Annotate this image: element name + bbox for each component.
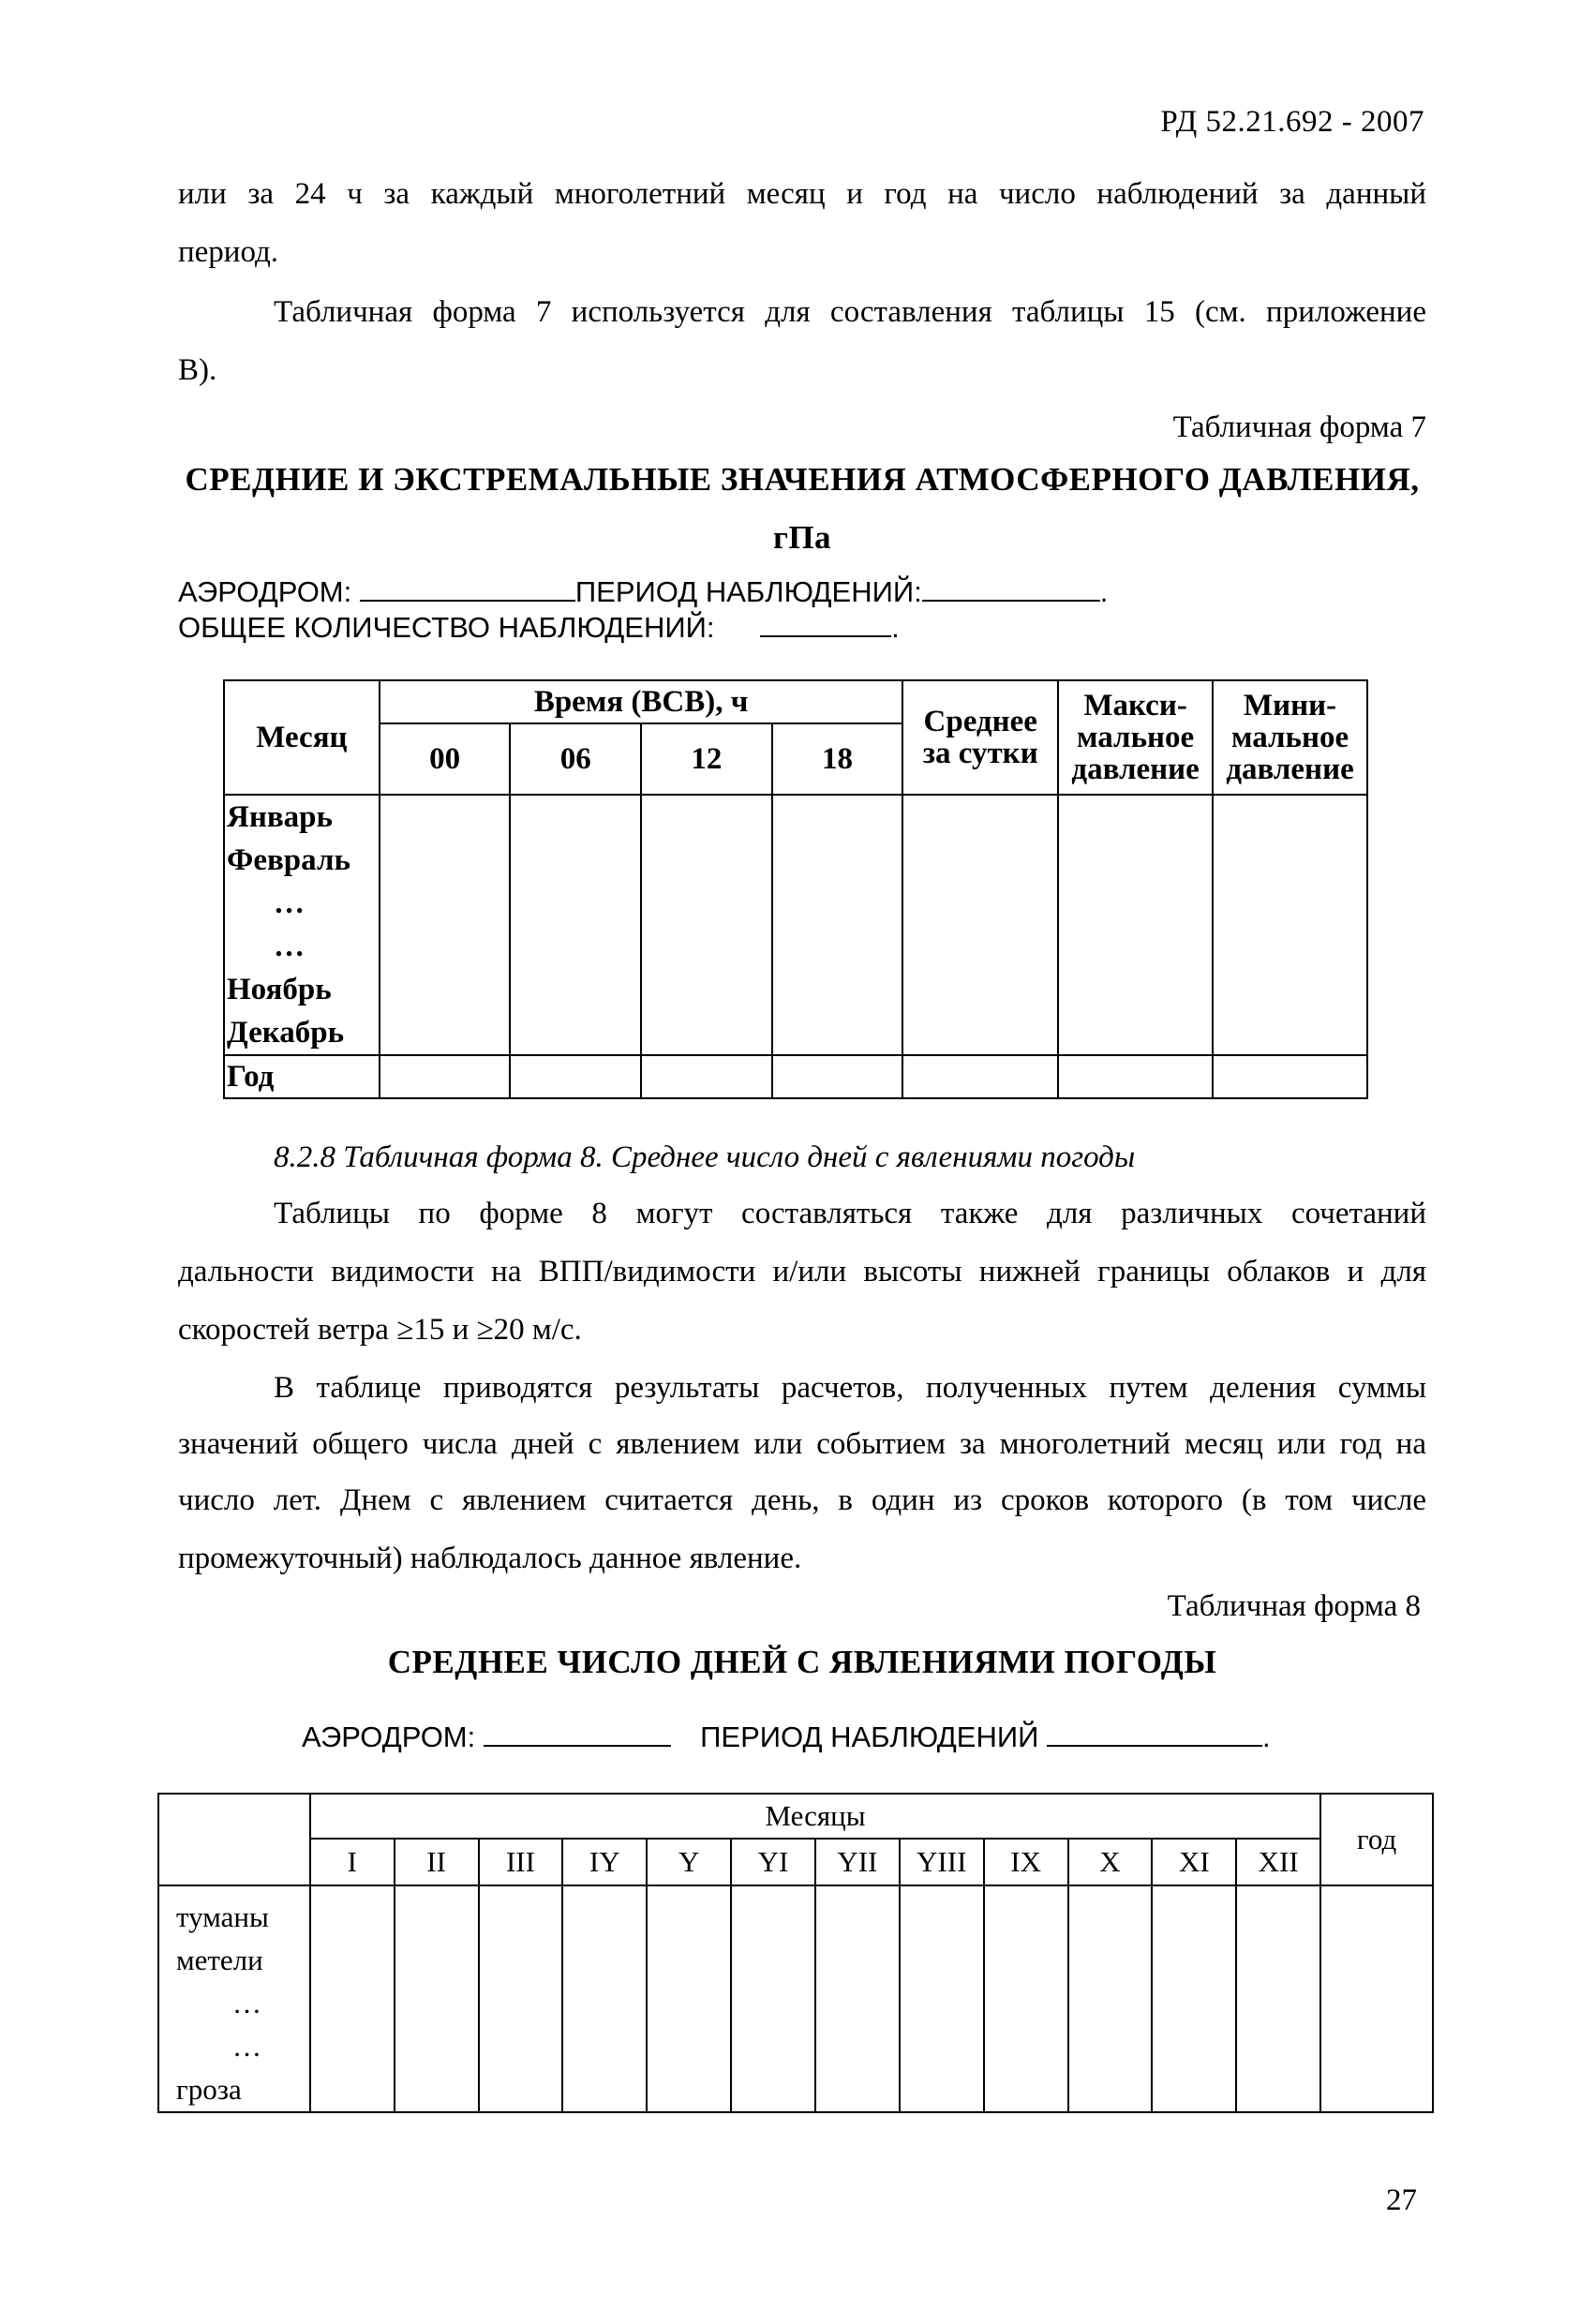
- form8-title: СРЕДНЕЕ ЧИСЛО ДНЕЙ С ЯВЛЕНИЯМИ ПОГОДЫ: [387, 1644, 1217, 1680]
- data-cell: [479, 1885, 563, 2112]
- month-header: IY: [562, 1839, 647, 1885]
- month-header: YII: [815, 1839, 900, 1885]
- month-ellipsis: …: [274, 930, 305, 963]
- phenomenon-ellipsis: …: [232, 1987, 261, 2019]
- aerodrome-label: АЭРОДРОМ:: [178, 575, 352, 608]
- month-header: I: [310, 1839, 395, 1885]
- year-header: год: [1320, 1794, 1433, 1885]
- section-828-p1-line-1: Таблицы по форме 8 могут составляться также для различных сочетаний: [274, 1197, 1426, 1230]
- data-cell: [395, 1885, 479, 2112]
- data-cell: [902, 795, 1058, 1055]
- data-cell: [1152, 1885, 1236, 2112]
- month-header: XI: [1152, 1839, 1236, 1885]
- total-blank: [760, 611, 891, 637]
- months-header: Месяцы: [310, 1794, 1320, 1839]
- data-cell: [510, 1055, 641, 1098]
- month-header: Y: [647, 1839, 731, 1885]
- data-cell: [1058, 1055, 1213, 1098]
- month-header: YI: [731, 1839, 815, 1885]
- month-header: YIII: [900, 1839, 984, 1885]
- hour-header: 06: [510, 723, 641, 795]
- month-label: Февраль: [227, 843, 350, 877]
- form7-total-line: ОБЩЕЕ КОЛИЧЕСТВО НАБЛЮДЕНИЙ: .: [178, 611, 900, 644]
- total-label: ОБЩЕЕ КОЛИЧЕСТВО НАБЛЮДЕНИЙ:: [178, 611, 715, 644]
- form7-title-line-1: СРЕДНИЕ И ЭКСТРЕМАЛЬНЫЕ ЗНАЧЕНИЯ АТМОСФЕРНОГО ДАВЛЕНИЯ,: [185, 461, 1420, 498]
- period-label: ПЕРИОД НАБЛЮДЕНИЙ:: [574, 575, 922, 608]
- month-header: Месяц: [224, 680, 380, 795]
- min-pressure-header: Мини- мальное давление: [1213, 680, 1367, 795]
- data-cell: [815, 1885, 900, 2112]
- form7-title-line-2: гПа: [772, 519, 832, 556]
- phenomena-cell: [158, 1885, 310, 2112]
- data-cell: [772, 795, 903, 1055]
- period-blank: [1047, 1721, 1262, 1747]
- section-828-p2-line-3: число лет. Днем с явлением считается день, в один из сроков которого (в том числе: [178, 1483, 1426, 1517]
- data-cell: [772, 1055, 903, 1098]
- month-header: IX: [984, 1839, 1068, 1885]
- section-828-p2-line-1: В таблице приводятся результаты расчетов, полученных путем деления суммы: [274, 1371, 1426, 1405]
- section-828-p2-line-4: промежуточный) наблюдалось данное явление.: [178, 1542, 802, 1575]
- data-cell: [641, 795, 772, 1055]
- aerodrome-label: АЭРОДРОМ:: [302, 1721, 476, 1753]
- months-cell: [224, 795, 380, 1055]
- month-header: X: [1068, 1839, 1153, 1885]
- month-header: III: [479, 1839, 563, 1885]
- section-828-p2-line-2: значений общего числа дней с явлением или событием за многолетний месяц или год на: [178, 1427, 1426, 1461]
- data-cell: [902, 1055, 1058, 1098]
- period-blank: [922, 575, 1100, 602]
- form8-table: [157, 1793, 1434, 2113]
- section-828-heading: 8.2.8 Табличная форма 8. Среднее число дней с явлениями погоды: [274, 1140, 1136, 1174]
- phenomenon-label: метели: [176, 1944, 263, 1976]
- document-code: РД 52.21.692 - 2007: [1160, 105, 1424, 139]
- intro-line-4: В).: [178, 353, 217, 387]
- hour-header: 00: [380, 723, 511, 795]
- phenomenon-label: туманы: [176, 1900, 269, 1933]
- phenomenon-header: [158, 1794, 310, 1885]
- data-cell: [1320, 1885, 1433, 2112]
- intro-line-1: или за 24 ч за каждый многолетний месяц и год на число наблюдений за данный: [178, 177, 1426, 211]
- page-number: 27: [1386, 2183, 1417, 2217]
- form8-label: Табличная форма 8: [1167, 1589, 1421, 1623]
- data-cell: [900, 1885, 984, 2112]
- month-label: Ноябрь: [227, 973, 332, 1006]
- year-label: Год: [224, 1055, 380, 1098]
- hour-header: 18: [772, 723, 903, 795]
- hour-header: 12: [641, 723, 772, 795]
- aerodrome-blank: [484, 1721, 671, 1747]
- form8-aerodrome-line: АЭРОДРОМ: ПЕРИОД НАБЛЮДЕНИЙ .: [302, 1721, 1271, 1753]
- data-cell: [510, 795, 641, 1055]
- month-label: Декабрь: [227, 1016, 345, 1050]
- month-header: II: [395, 1839, 479, 1885]
- form7-aerodrome-line: АЭРОДРОМ: ПЕРИОД НАБЛЮДЕНИЙ: .: [178, 575, 1109, 608]
- section-828-p1-line-2: дальности видимости на ВПП/видимости и/или высоты нижней границы облаков и для: [178, 1255, 1426, 1289]
- month-header: XII: [1236, 1839, 1320, 1885]
- form7-table: [223, 679, 1368, 1099]
- intro-line-2: период.: [178, 235, 279, 269]
- data-cell: [562, 1885, 647, 2112]
- data-cell: [984, 1885, 1068, 2112]
- daily-mean-header: Среднее за сутки: [902, 680, 1058, 795]
- intro-line-3: Табличная форма 7 используется для составления таблицы 15 (см. приложение: [274, 295, 1426, 329]
- data-cell: [310, 1885, 395, 2112]
- month-ellipsis: …: [274, 886, 305, 920]
- form7-label: Табличная форма 7: [1172, 410, 1426, 444]
- data-cell: [647, 1885, 731, 2112]
- aerodrome-blank: [360, 575, 575, 602]
- phenomenon-ellipsis: …: [232, 2030, 261, 2063]
- data-cell: [1213, 795, 1367, 1055]
- data-cell: [380, 795, 511, 1055]
- max-pressure-header: Макси- мальное давление: [1058, 680, 1213, 795]
- data-cell: [380, 1055, 511, 1098]
- data-cell: [1213, 1055, 1367, 1098]
- data-cell: [1058, 795, 1213, 1055]
- time-header: Время (ВСВ), ч: [380, 680, 902, 723]
- phenomenon-label: гроза: [176, 2073, 242, 2106]
- data-cell: [731, 1885, 815, 2112]
- data-cell: [1236, 1885, 1320, 2112]
- month-label: Январь: [227, 800, 333, 834]
- data-cell: [641, 1055, 772, 1098]
- data-cell: [1068, 1885, 1153, 2112]
- period-label: ПЕРИОД НАБЛЮДЕНИЙ: [700, 1721, 1039, 1753]
- section-828-p1-line-3: скоростей ветра ≥15 и ≥20 м/с.: [178, 1313, 582, 1347]
